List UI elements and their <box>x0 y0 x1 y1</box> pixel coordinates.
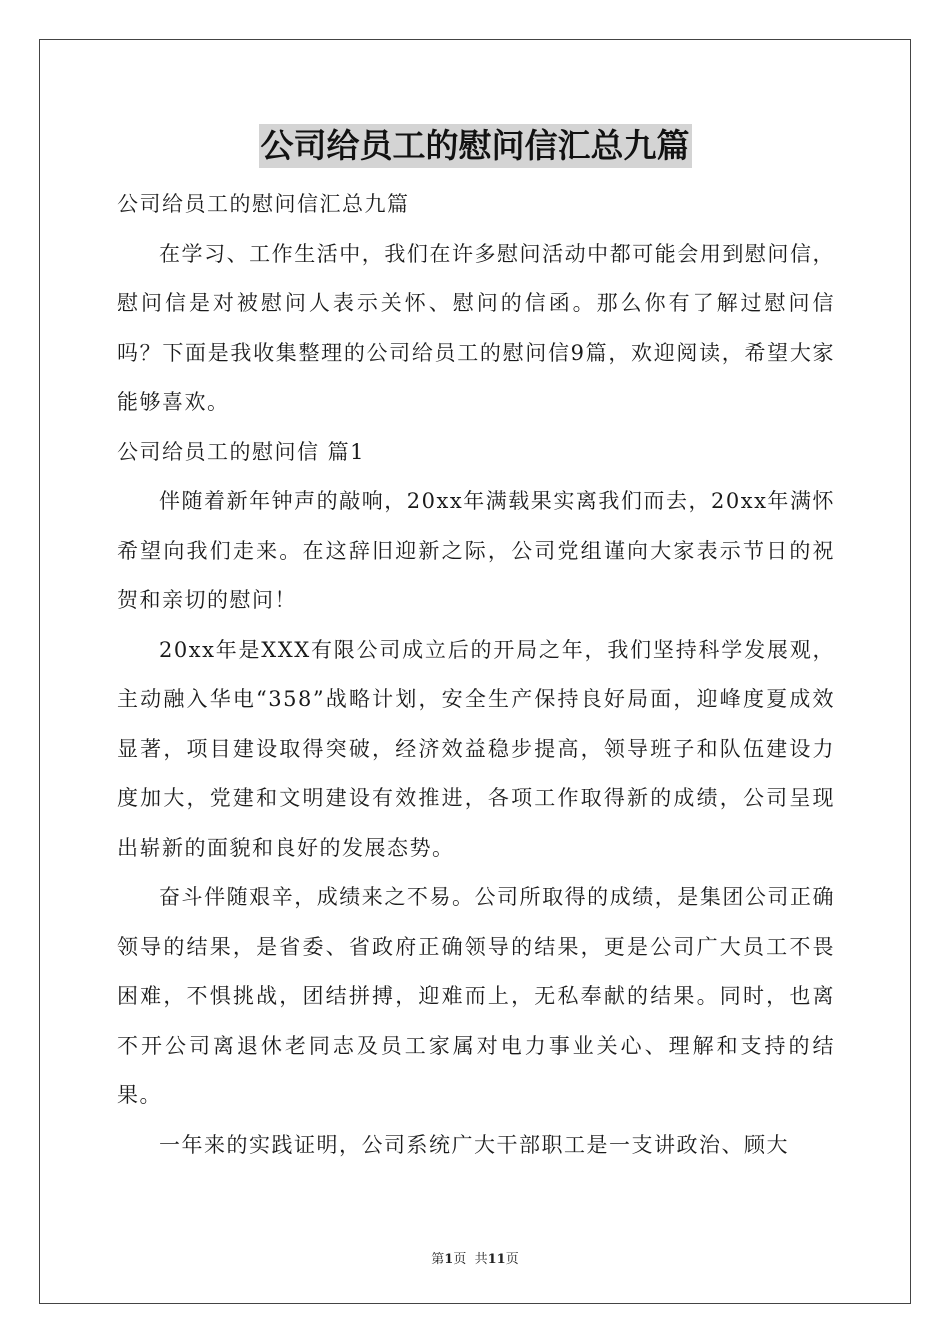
footer-prefix: 第 <box>431 1252 445 1267</box>
paragraph: 在学习、工作生活中，我们在许多慰问活动中都可能会用到慰问信，慰问信是对被慰问人表示关怀、慰问的信函。那么你有了解过慰问信吗？下面是我收集整理的公司给员工的慰问信9篇，欢迎阅读，希望大家能够喜欢。 <box>117 241 835 414</box>
total-page-number: 11 <box>487 1252 506 1267</box>
section-heading: 公司给员工的慰问信 篇1 <box>117 439 366 464</box>
current-page-number: 1 <box>444 1252 454 1267</box>
title-container <box>0 124 950 168</box>
document-body <box>117 180 835 1170</box>
paragraph: 公司给员工的慰问信汇总九篇 <box>117 192 410 216</box>
paragraph: 奋斗伴随艰辛，成绩来之不易。公司所取得的成绩，是集团公司正确领导的结果，是省委、省政府正确领导的结果，更是公司广大员工不畏困难，不惧挑战，团结拼搏，迎难而上，无私奉献的结果。同时，也离不开公司离退休老同志及员工家属对电力事业关心、理解和支持的结果。 <box>117 885 835 1107</box>
footer-mid: 页 共 <box>453 1252 488 1267</box>
paragraph: 20xx年是XXX有限公司成立后的开局之年，我们坚持科学发展观，主动融入华电“358”战略计划，安全生产保持良好局面，迎峰度夏成效显著，项目建设取得突破，经济效益稳步提高，领导班子和队伍建设力度加大，党建和文明建设有效推进，各项工作取得新的成绩，公司呈现出崭新的面貌和良好的发展态势。 <box>117 637 835 860</box>
paragraph: 一年来的实践证明，公司系统广大干部职工是一支讲政治、顾大 <box>159 1132 789 1157</box>
footer-suffix: 页 <box>505 1252 519 1267</box>
document-title: 公司给员工的慰问信汇总九篇 <box>259 124 692 168</box>
paragraph: 伴随着新年钟声的敲响，20xx年满载果实离我们而去，20xx年满怀希望向我们走来。在这辞旧迎新之际，公司党组谨向大家表示节日的祝贺和亲切的慰问！ <box>117 489 835 612</box>
page-footer <box>0 1248 950 1267</box>
